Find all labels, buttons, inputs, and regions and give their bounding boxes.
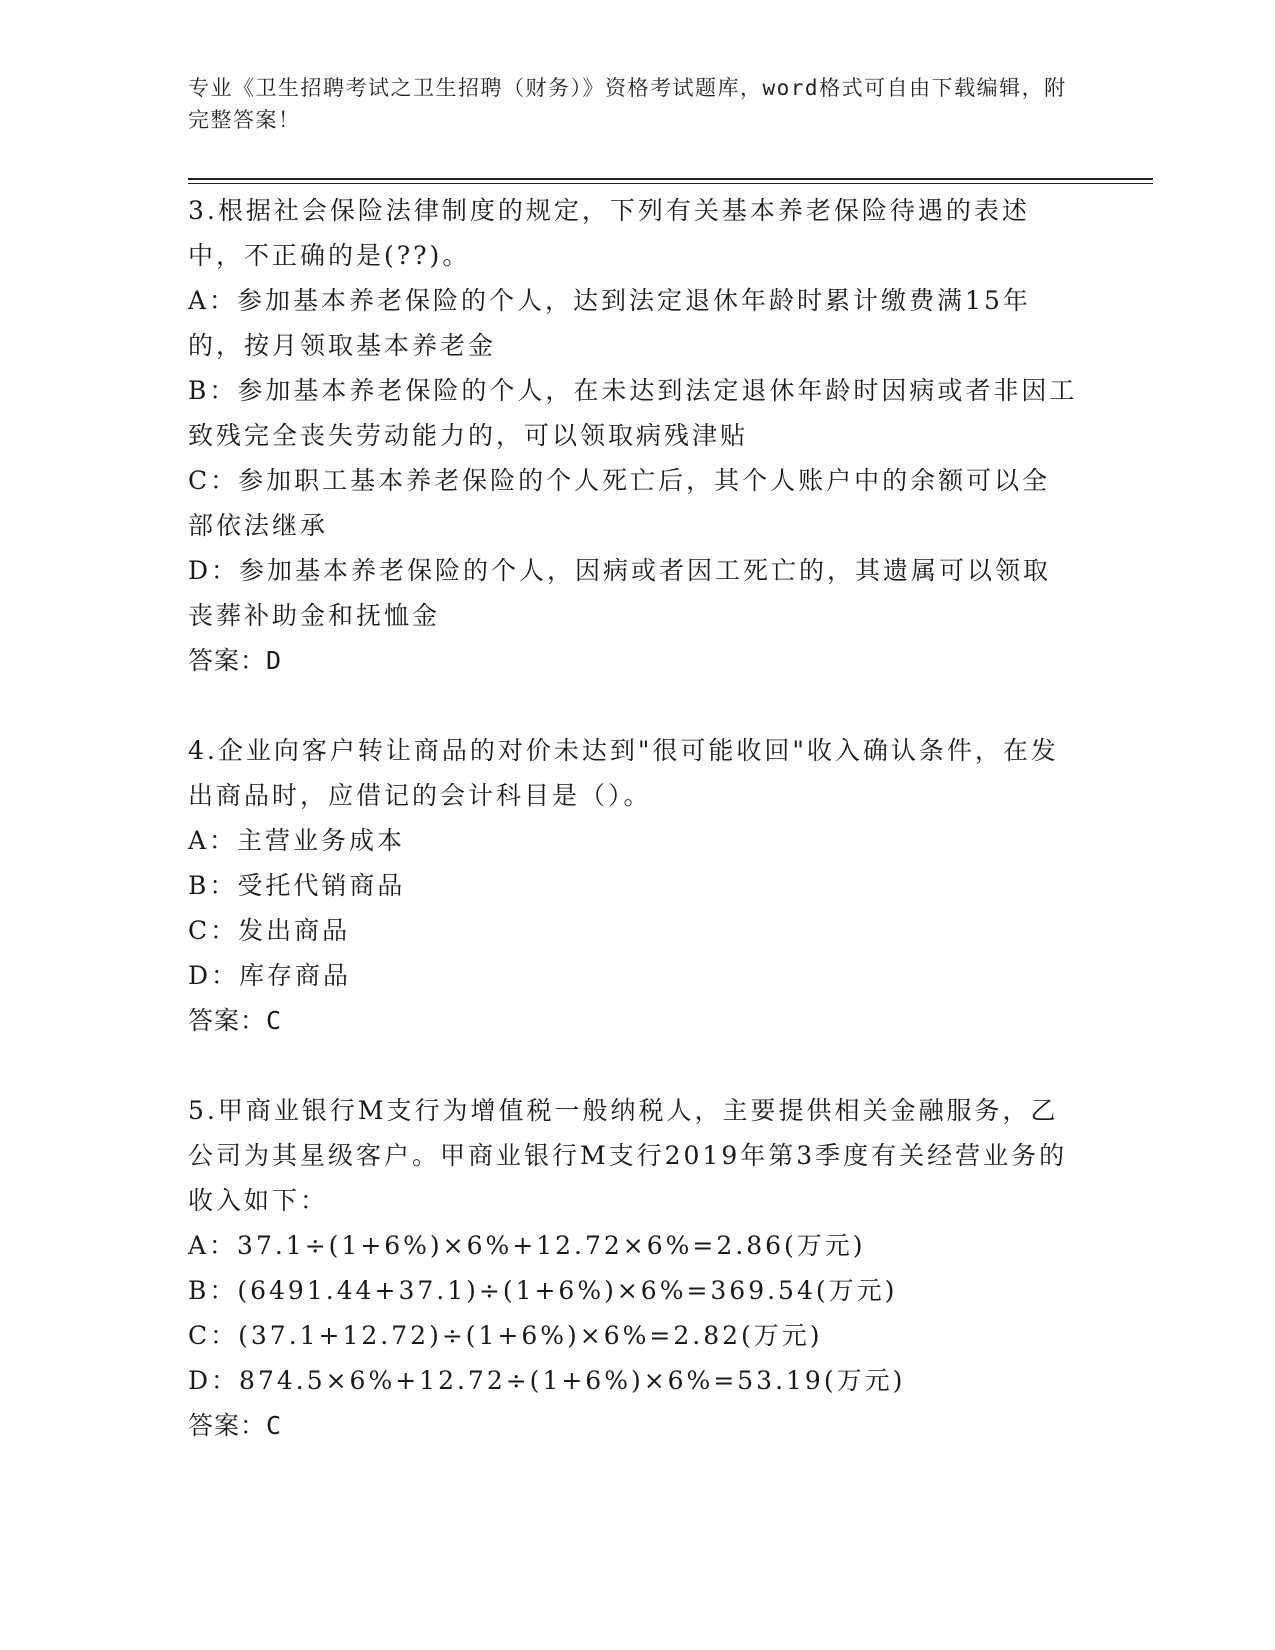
question-item (188, 1088, 1078, 1448)
header-divider-thick (188, 178, 1153, 180)
option-a: A：37.1÷(1+6%)×6%+12.72×6%=2.86(万元) (188, 1231, 866, 1260)
question-text: 4.企业向客户转让商品的对价未达到"很可能收回"收入确认条件，在发出商品时，应借记的会计科目是（）。 (188, 736, 1059, 810)
option-c: C：参加职工基本养老保险的个人死亡后，其个人账户中的余额可以全部依法继承 (188, 466, 1051, 540)
answer-line: 答案：D (188, 646, 283, 675)
question-item (188, 728, 1078, 1043)
option-c: C：(37.1+12.72)÷(1+6%)×6%=2.82(万元) (188, 1321, 823, 1350)
question-text: 3.根据社会保险法律制度的规定，下列有关基本养老保险待遇的表述中，不正确的是(??)。 (188, 196, 1030, 270)
option-b: B：受托代销商品 (188, 871, 406, 900)
option-d: D：参加基本养老保险的个人，因病或者因工死亡的，其遗属可以领取丧葬补助金和抚恤金 (188, 556, 1052, 630)
option-b: B：(6491.44+37.1)÷(1+6%)×6%=369.54(万元) (188, 1276, 898, 1305)
question-text: 5.甲商业银行M支行为增值税一般纳税人，主要提供相关金融服务，乙公司为其星级客户。甲商业银行M支行2019年第3季度有关经营业务的收入如下： (188, 1096, 1068, 1215)
option-d: D：库存商品 (188, 961, 352, 990)
question-list (188, 188, 1078, 1493)
answer-line: 答案：C (188, 1411, 283, 1440)
answer-line: 答案：C (188, 1006, 283, 1035)
option-c: C：发出商品 (188, 916, 351, 945)
question-item (188, 188, 1078, 683)
option-b: B：参加基本养老保险的个人，在未达到法定退休年龄时因病或者非因工致残完全丧失劳动能力的，可以领取病残津贴 (188, 376, 1078, 450)
option-a: A：主营业务成本 (188, 826, 406, 855)
option-a: A：参加基本养老保险的个人，达到法定退休年龄时累计缴费满15年的，按月领取基本养老金 (188, 286, 1031, 360)
header-divider-thin (188, 183, 1153, 184)
document-header: 专业《卫生招聘考试之卫生招聘（财务）》资格考试题库，word格式可自由下载编辑，附完整答案！ (188, 76, 1067, 132)
option-d: D：874.5×6%+12.72÷(1+6%)×6%=53.19(万元) (188, 1366, 906, 1395)
